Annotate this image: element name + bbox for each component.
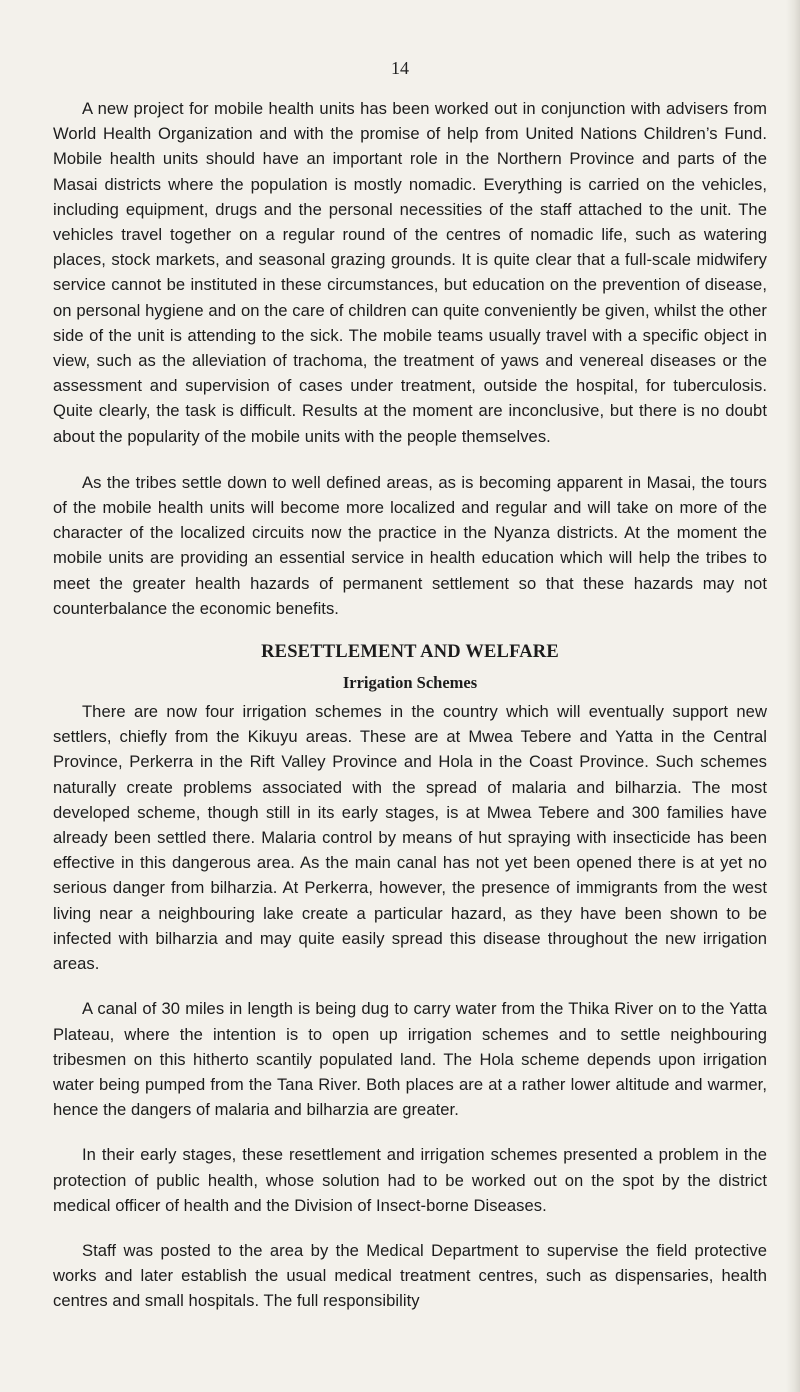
- paragraph-canal: A canal of 30 miles in length is being dug to carry water from the Thika River on to the Yatta Plateau, where the intention is to open up irrigation schemes and to settle neighbouring tribesmen on this hitherto scantily populated land. The Hola scheme depends upon irrigation water being pumped from the Tana River. Both places are at a rather lower altitude and warmer, hence the dangers of malaria and bilharzia are greater.: [53, 999, 767, 1120]
- paragraph-early-stages: In their early stages, these resettlement and irrigation schemes presented a problem in the protection of public health, whose solution had to be worked out on the spot by the district medical officer of health and the Division of Insect-borne Diseases.: [53, 1145, 767, 1215]
- paragraph-staff-posted: Staff was posted to the area by the Medical Department to supervise the field protective works and later establish the usual medical treatment centres, such as dispensaries, health centres and small hospitals. The full responsibility: [53, 1240, 767, 1311]
- section-heading: RESETTLEMENT AND WELFARE: [261, 642, 559, 663]
- paragraph-irrigation-schemes: There are now four irrigation schemes in the country which will eventually support new settlers, chiefly from the Kikuyu areas. These are at Mwea Tebere and Yatta in the Central Province, Perkerra in the Rift Valley Province and Hola in the Coast Province. Such schemes naturally create problems associated with the spread of malaria and bilharzia. The most developed scheme, though still in its early stages, is at Mwea Tebere and 300 families have already been settled there. Malaria control by means of hut spraying with insecticide has been effective in this dangerous area. As the main canal has not yet been opened there is at yet no serious danger from bilharzia. At Perkerra, however, the presence of immigrants from the west living near a neighbouring lake create a particular hazard, as they have been shown to be infected with bilharzia and may quite easily spread this disease throughout the new irrigation areas.: [53, 702, 767, 974]
- page-number: 14: [391, 58, 409, 78]
- paragraph-mobile-health-units: A new project for mobile health units has been worked out in conjunction with advisers from World Health Organization and with the promise of help from United Nations Children’s Fund. Mobile health units should have an important role in the Northern Province and parts of the Masai districts where the population is mostly nomadic. Everything is carried on the vehicles, including equipment, drugs and the personal necessities of the staff attached to the unit. The vehicles travel together on a regular round of the centres of nomadic life, such as watering places, stock markets, and seasonal grazing grounds. It is quite clear that a full-scale midwifery service cannot be instituted in these circumstances, but education on the prevention of disease, on personal hygiene and on the care of children can quite conveniently be given, whilst the other side of the unit is attending to the sick. The mobile teams usually travel with a specific object in view, such as the alleviation of trachoma, the treatment of yaws and venereal diseases or the assessment and supervision of cases under treatment, outside the hospital, for tuberculosis. Quite clearly, the task is difficult. Results at the moment are inconclusive, but there is no doubt about the popularity of the mobile units with the people themselves.: [53, 99, 767, 446]
- page-content: [53, 96, 767, 1334]
- subsection-heading: Irrigation Schemes: [342, 673, 478, 693]
- page-edge-shadow: [786, 0, 800, 1392]
- paragraph-tribes-settle: As the tribes settle down to well defined areas, as is becoming apparent in Masai, the tours of the mobile health units will become more localized and regular and will take on more of the character of the localized circuits now the practice in the Nyanza districts. At the moment the mobile units are providing an essential service in health education which will help the tribes to meet the greater health hazards of permanent settlement so that these hazards may not counterbalance the economic benefits.: [53, 472, 767, 618]
